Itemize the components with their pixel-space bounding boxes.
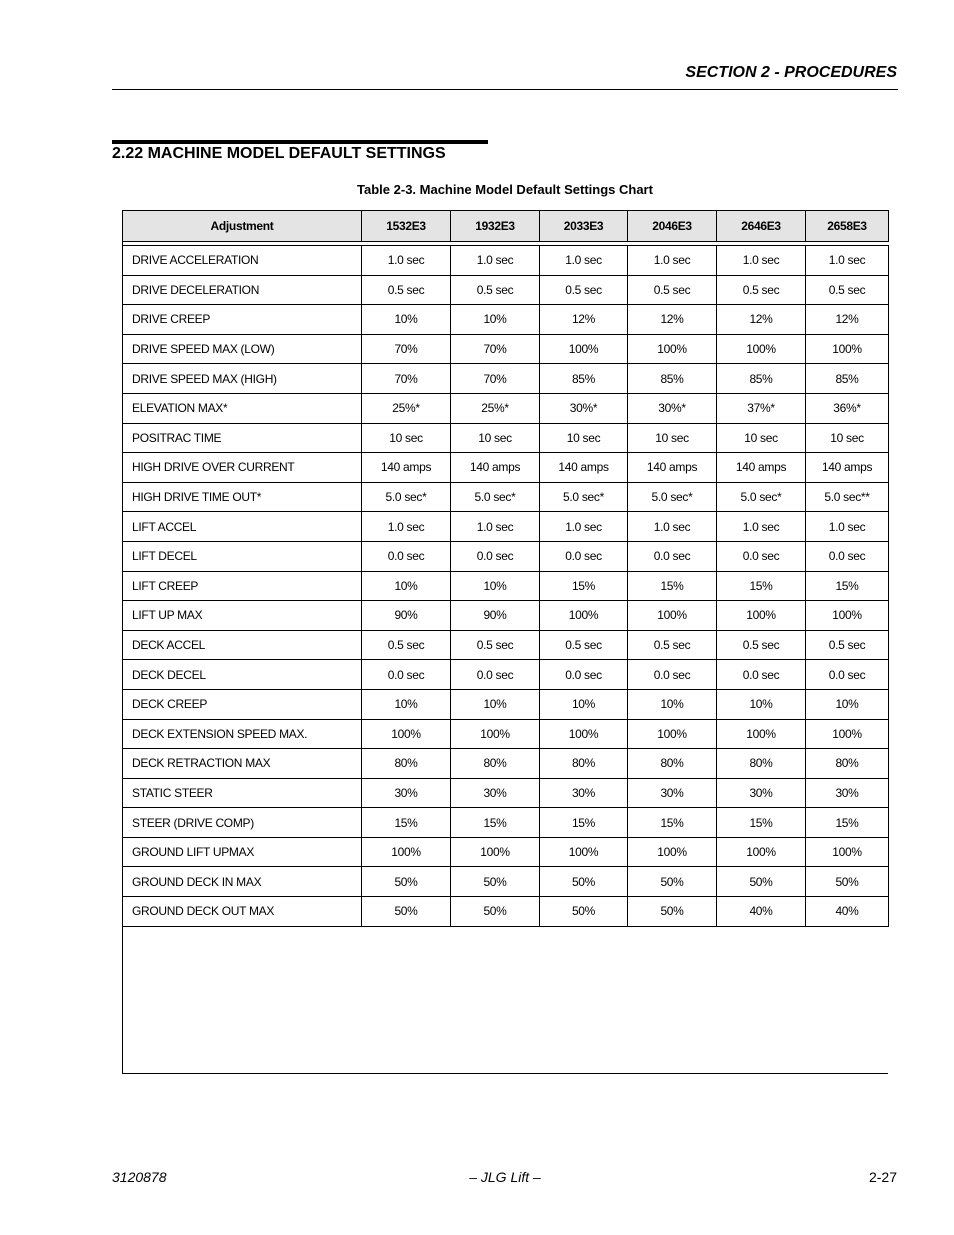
value-cell: 100% (540, 334, 628, 364)
value-cell: 10% (451, 571, 540, 601)
value-cell: 30% (717, 778, 806, 808)
value-cell: 50% (628, 897, 717, 927)
value-cell: 0.5 sec (717, 275, 806, 305)
value-cell: 100% (451, 719, 540, 749)
value-cell: 50% (540, 897, 628, 927)
value-cell: 1.0 sec (717, 246, 806, 276)
value-cell: 1.0 sec (806, 512, 889, 542)
value-cell: 80% (628, 749, 717, 779)
table-caption: Table 2-3. Machine Model Default Settings Chart (357, 182, 653, 197)
table-row (123, 246, 889, 276)
adjustment-cell: DRIVE DECELERATION (123, 275, 362, 305)
section-header: SECTION 2 - PROCEDURES (685, 64, 897, 81)
column-header-model: 2033E3 (540, 211, 628, 242)
page-number: 2-27 (868, 1169, 897, 1185)
value-cell: 40% (717, 897, 806, 927)
value-cell: 50% (717, 867, 806, 897)
column-header-model: 2646E3 (717, 211, 806, 242)
value-cell: 0.5 sec (362, 275, 451, 305)
column-header-model: 1932E3 (451, 211, 540, 242)
adjustment-cell: ELEVATION MAX* (123, 393, 362, 423)
value-cell: 100% (540, 601, 628, 631)
adjustment-cell: HIGH DRIVE OVER CURRENT (123, 453, 362, 483)
adjustment-cell: STATIC STEER (123, 778, 362, 808)
value-cell: 36%* (806, 393, 889, 423)
table-header-row (123, 211, 889, 242)
value-cell: 80% (540, 749, 628, 779)
value-cell: 0.5 sec (451, 275, 540, 305)
value-cell: 100% (628, 719, 717, 749)
value-cell: 70% (451, 364, 540, 394)
value-cell: 50% (362, 867, 451, 897)
value-cell: 140 amps (628, 453, 717, 483)
value-cell: 30% (806, 778, 889, 808)
value-cell: 50% (451, 897, 540, 927)
value-cell: 10 sec (806, 423, 889, 453)
default-settings-table (122, 210, 889, 927)
footer-brand: – JLG Lift – (469, 1169, 541, 1185)
value-cell: 5.0 sec** (806, 482, 889, 512)
value-cell: 15% (717, 808, 806, 838)
value-cell: 0.0 sec (717, 660, 806, 690)
adjustment-cell: DECK CREEP (123, 689, 362, 719)
value-cell: 5.0 sec* (540, 482, 628, 512)
value-cell: 0.0 sec (540, 541, 628, 571)
value-cell: 30% (451, 778, 540, 808)
value-cell: 15% (540, 808, 628, 838)
value-cell: 10 sec (717, 423, 806, 453)
table-row (123, 749, 889, 779)
value-cell: 1.0 sec (362, 512, 451, 542)
value-cell: 0.0 sec (362, 541, 451, 571)
value-cell: 15% (540, 571, 628, 601)
table-row (123, 808, 889, 838)
value-cell: 1.0 sec (628, 246, 717, 276)
value-cell: 0.0 sec (540, 660, 628, 690)
value-cell: 1.0 sec (540, 246, 628, 276)
value-cell: 25%* (362, 393, 451, 423)
adjustment-cell: LIFT UP MAX (123, 601, 362, 631)
value-cell: 0.5 sec (628, 275, 717, 305)
adjustment-cell: LIFT CREEP (123, 571, 362, 601)
value-cell: 140 amps (540, 453, 628, 483)
value-cell: 1.0 sec (628, 512, 717, 542)
table-row (123, 482, 889, 512)
value-cell: 12% (540, 305, 628, 335)
adjustment-cell: STEER (DRIVE COMP) (123, 808, 362, 838)
table-row (123, 453, 889, 483)
adjustment-cell: HIGH DRIVE TIME OUT* (123, 482, 362, 512)
value-cell: 5.0 sec* (362, 482, 451, 512)
adjustment-cell: DRIVE ACCELERATION (123, 246, 362, 276)
section-heading: 2.22 MACHINE MODEL DEFAULT SETTINGS (112, 145, 446, 162)
value-cell: 30%* (628, 393, 717, 423)
value-cell: 100% (806, 837, 889, 867)
value-cell: 100% (540, 719, 628, 749)
value-cell: 140 amps (717, 453, 806, 483)
value-cell: 100% (540, 837, 628, 867)
adjustment-cell: LIFT ACCEL (123, 512, 362, 542)
value-cell: 30%* (540, 393, 628, 423)
value-cell: 100% (451, 837, 540, 867)
table-row (123, 601, 889, 631)
value-cell: 85% (717, 364, 806, 394)
value-cell: 90% (451, 601, 540, 631)
column-header-model: 2658E3 (806, 211, 889, 242)
adjustment-cell: DRIVE SPEED MAX (LOW) (123, 334, 362, 364)
value-cell: 0.5 sec (717, 630, 806, 660)
column-header-model: 1532E3 (362, 211, 451, 242)
value-cell: 100% (717, 334, 806, 364)
value-cell: 0.0 sec (451, 660, 540, 690)
value-cell: 1.0 sec (717, 512, 806, 542)
value-cell: 0.5 sec (451, 630, 540, 660)
value-cell: 0.5 sec (540, 275, 628, 305)
table-body (123, 242, 889, 927)
value-cell: 80% (717, 749, 806, 779)
value-cell: 1.0 sec (362, 246, 451, 276)
value-cell: 10% (451, 305, 540, 335)
table-row (123, 423, 889, 453)
adjustment-cell: DRIVE SPEED MAX (HIGH) (123, 364, 362, 394)
value-cell: 10% (628, 689, 717, 719)
table-row (123, 334, 889, 364)
value-cell: 80% (451, 749, 540, 779)
table-row (123, 364, 889, 394)
value-cell: 12% (717, 305, 806, 335)
value-cell: 0.5 sec (628, 630, 717, 660)
value-cell: 30% (628, 778, 717, 808)
value-cell: 85% (628, 364, 717, 394)
heading-bar (112, 140, 488, 144)
value-cell: 100% (362, 719, 451, 749)
value-cell: 10 sec (628, 423, 717, 453)
value-cell: 100% (806, 601, 889, 631)
header-rule (112, 89, 898, 90)
value-cell: 0.0 sec (806, 541, 889, 571)
value-cell: 70% (362, 334, 451, 364)
table-row (123, 275, 889, 305)
value-cell: 25%* (451, 393, 540, 423)
value-cell: 5.0 sec* (451, 482, 540, 512)
table-row (123, 837, 889, 867)
table-row (123, 897, 889, 927)
value-cell: 0.5 sec (540, 630, 628, 660)
column-header-adjustment: Adjustment (123, 211, 362, 242)
value-cell: 5.0 sec* (717, 482, 806, 512)
value-cell: 140 amps (806, 453, 889, 483)
value-cell: 15% (362, 808, 451, 838)
value-cell: 140 amps (451, 453, 540, 483)
value-cell: 80% (806, 749, 889, 779)
table-row (123, 541, 889, 571)
value-cell: 70% (451, 334, 540, 364)
table-row (123, 571, 889, 601)
value-cell: 30% (540, 778, 628, 808)
table-row (123, 778, 889, 808)
value-cell: 0.5 sec (806, 630, 889, 660)
value-cell: 40% (806, 897, 889, 927)
adjustment-cell: GROUND DECK IN MAX (123, 867, 362, 897)
value-cell: 100% (628, 601, 717, 631)
value-cell: 15% (628, 808, 717, 838)
value-cell: 10% (717, 689, 806, 719)
value-cell: 0.0 sec (628, 660, 717, 690)
value-cell: 100% (806, 334, 889, 364)
value-cell: 85% (540, 364, 628, 394)
value-cell: 1.0 sec (451, 246, 540, 276)
value-cell: 37%* (717, 393, 806, 423)
doc-number: 3120878 (112, 1169, 167, 1185)
column-header-model: 2046E3 (628, 211, 717, 242)
value-cell: 10% (362, 305, 451, 335)
value-cell: 50% (362, 897, 451, 927)
value-cell: 0.0 sec (362, 660, 451, 690)
value-cell: 10% (540, 689, 628, 719)
value-cell: 1.0 sec (806, 246, 889, 276)
adjustment-cell: DECK ACCEL (123, 630, 362, 660)
value-cell: 90% (362, 601, 451, 631)
adjustment-cell: DECK DECEL (123, 660, 362, 690)
adjustment-cell: DRIVE CREEP (123, 305, 362, 335)
value-cell: 0.0 sec (451, 541, 540, 571)
value-cell: 140 amps (362, 453, 451, 483)
value-cell: 50% (628, 867, 717, 897)
value-cell: 50% (451, 867, 540, 897)
value-cell: 10 sec (451, 423, 540, 453)
value-cell: 10% (451, 689, 540, 719)
value-cell: 30% (362, 778, 451, 808)
value-cell: 100% (628, 334, 717, 364)
table-row (123, 719, 889, 749)
value-cell: 100% (628, 837, 717, 867)
value-cell: 0.0 sec (628, 541, 717, 571)
value-cell: 0.5 sec (806, 275, 889, 305)
value-cell: 100% (362, 837, 451, 867)
adjustment-cell: DECK EXTENSION SPEED MAX. (123, 719, 362, 749)
value-cell: 10% (362, 689, 451, 719)
table-row (123, 512, 889, 542)
table-row (123, 689, 889, 719)
adjustment-cell: POSITRAC TIME (123, 423, 362, 453)
value-cell: 10 sec (362, 423, 451, 453)
value-cell: 80% (362, 749, 451, 779)
value-cell: 12% (806, 305, 889, 335)
value-cell: 15% (806, 571, 889, 601)
value-cell: 15% (451, 808, 540, 838)
value-cell: 50% (806, 867, 889, 897)
value-cell: 100% (717, 837, 806, 867)
value-cell: 5.0 sec* (628, 482, 717, 512)
value-cell: 1.0 sec (540, 512, 628, 542)
value-cell: 50% (540, 867, 628, 897)
value-cell: 100% (806, 719, 889, 749)
value-cell: 12% (628, 305, 717, 335)
table-row (123, 660, 889, 690)
table-row (123, 630, 889, 660)
value-cell: 15% (717, 571, 806, 601)
value-cell: 15% (628, 571, 717, 601)
value-cell: 10% (806, 689, 889, 719)
value-cell: 0.0 sec (717, 541, 806, 571)
value-cell: 15% (806, 808, 889, 838)
adjustment-cell: LIFT DECEL (123, 541, 362, 571)
table-row (123, 393, 889, 423)
value-cell: 10 sec (540, 423, 628, 453)
value-cell: 10% (362, 571, 451, 601)
value-cell: 100% (717, 719, 806, 749)
adjustment-cell: GROUND DECK OUT MAX (123, 897, 362, 927)
value-cell: 70% (362, 364, 451, 394)
value-cell: 100% (717, 601, 806, 631)
table-row (123, 867, 889, 897)
table-row (123, 305, 889, 335)
value-cell: 1.0 sec (451, 512, 540, 542)
adjustment-cell: DECK RETRACTION MAX (123, 749, 362, 779)
adjustment-cell: GROUND LIFT UPMAX (123, 837, 362, 867)
value-cell: 0.0 sec (806, 660, 889, 690)
value-cell: 0.5 sec (362, 630, 451, 660)
value-cell: 85% (806, 364, 889, 394)
